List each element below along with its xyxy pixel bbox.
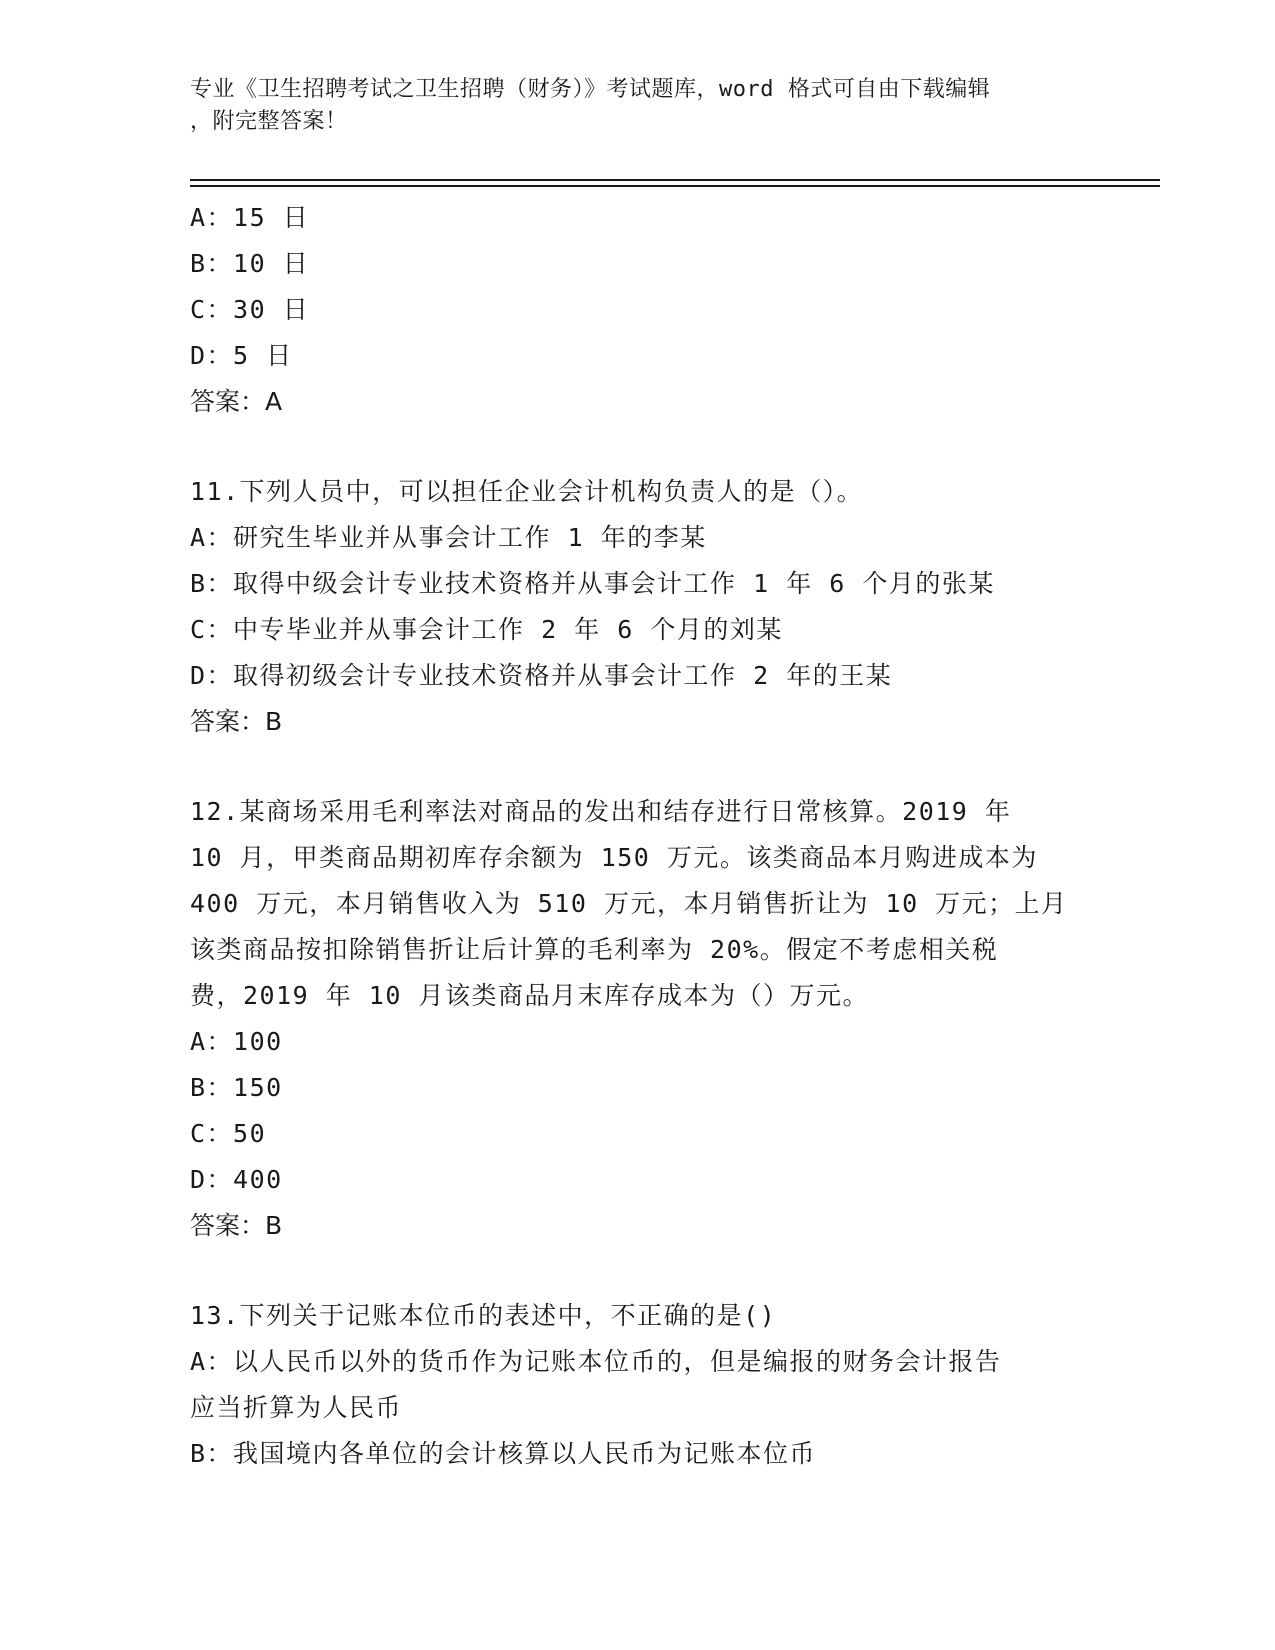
question-text: [190, 789, 1090, 1019]
option-b: B：150: [190, 1073, 283, 1102]
option-line: A：以人民币以外的货币作为记账本位币的，但是编报的财务会计报告: [190, 1347, 1002, 1376]
spacer: [190, 1249, 1090, 1293]
question-line: 12.某商场采用毛利率法对商品的发出和结存进行日常核算。2019 年: [190, 797, 1012, 826]
option-d: D：取得初级会计专业技术资格并从事会计工作 2 年的王某: [190, 661, 893, 690]
option-d: D：5 日: [190, 341, 293, 370]
option-b: B：我国境内各单位的会计核算以人民币为记账本位币: [190, 1439, 817, 1468]
header-divider-bottom: [190, 185, 1160, 187]
document-header: [190, 74, 1070, 138]
option-a: A：15 日: [190, 203, 310, 232]
header-line-1: 专业《卫生招聘考试之卫生招聘（财务）》考试题库，word 格式可自由下载编辑: [190, 77, 991, 102]
option-c: C：30 日: [190, 295, 310, 324]
header-line-2: ，附完整答案！: [190, 109, 348, 134]
option-b: B：取得中级会计专业技术资格并从事会计工作 1 年 6 个月的张某: [190, 569, 995, 598]
question-text: 13.下列关于记账本位币的表述中，不正确的是(): [190, 1301, 777, 1330]
option-line: 应当折算为人民币: [190, 1393, 403, 1422]
question-text: 11.下列人员中，可以担任企业会计机构负责人的是（）。: [190, 477, 864, 506]
option-c: C：50: [190, 1119, 267, 1148]
question-11-block: [190, 469, 1090, 745]
answer: 答案：A: [190, 387, 283, 416]
question-line: 该类商品按扣除销售折让后计算的毛利率为 20%。假定不考虑相关税: [190, 935, 999, 964]
question-12-block: [190, 789, 1090, 1249]
question-line: 400 万元，本月销售收入为 510 万元，本月销售折让为 10 万元；上月: [190, 889, 1068, 918]
option-a: [190, 1339, 1090, 1431]
option-b: B：10 日: [190, 249, 310, 278]
header-divider-top: [190, 179, 1160, 181]
option-a: A：研究生毕业并从事会计工作 1 年的李某: [190, 523, 707, 552]
question-line: 10 月，甲类商品期初库存余额为 150 万元。该类商品本月购进成本为: [190, 843, 1038, 872]
answer: 答案：B: [190, 1211, 283, 1240]
spacer: [190, 425, 1090, 469]
question-line: 费，2019 年 10 月该类商品月末库存成本为（）万元。: [190, 981, 869, 1010]
option-a: A：100: [190, 1027, 283, 1056]
option-c: C：中专毕业并从事会计工作 2 年 6 个月的刘某: [190, 615, 783, 644]
question-10-block: [190, 195, 1090, 425]
question-content: [190, 195, 1090, 1477]
question-13-block: [190, 1293, 1090, 1477]
answer: 答案：B: [190, 707, 283, 736]
option-d: D：400: [190, 1165, 283, 1194]
spacer: [190, 745, 1090, 789]
